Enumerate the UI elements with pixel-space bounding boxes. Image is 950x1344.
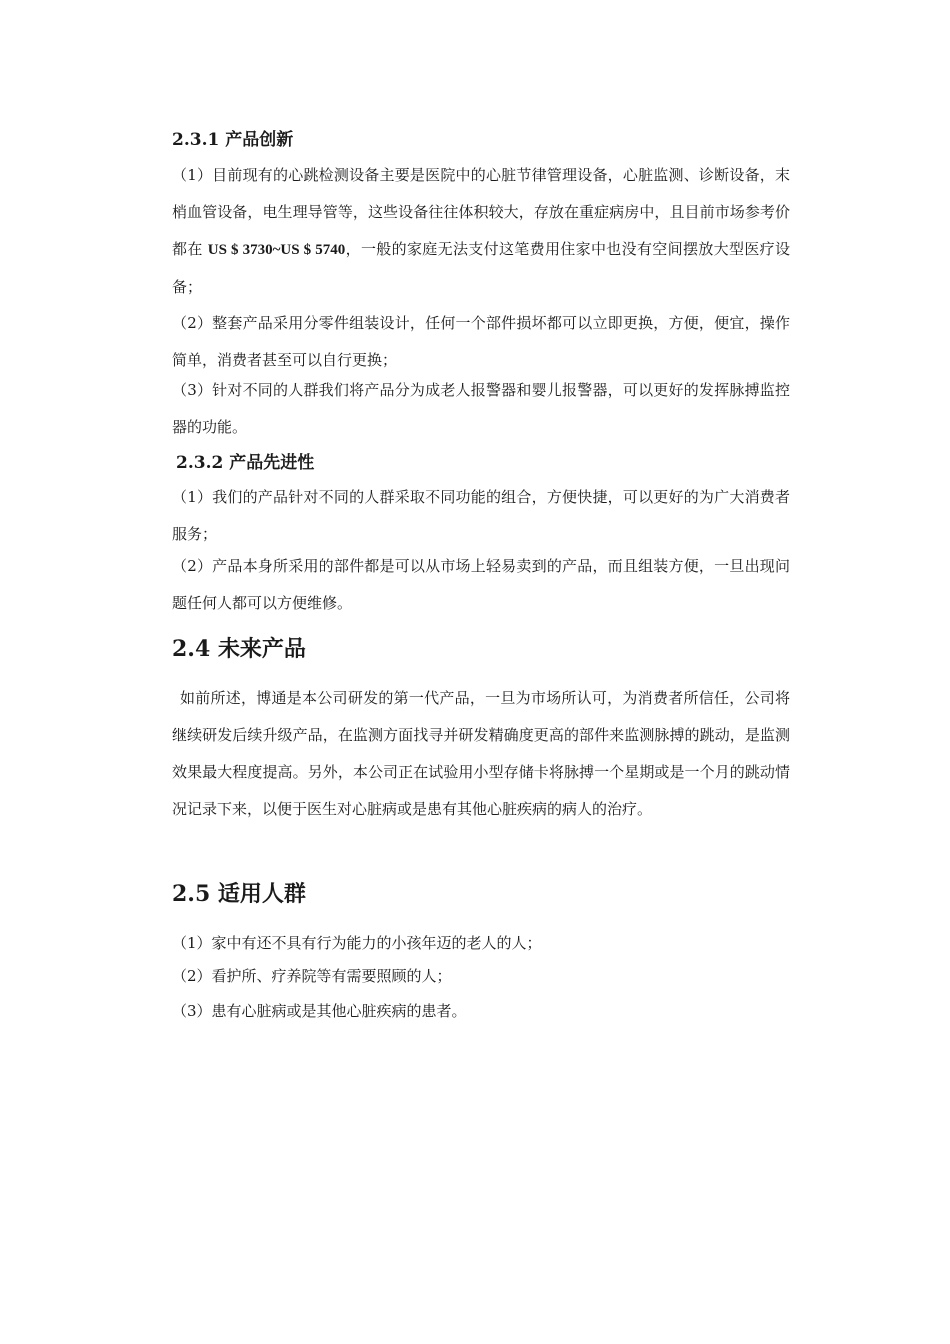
paragraph-text: ，一般的家庭无法支付这笔费用住家中也没有空间摆放大型医疗设备； bbox=[172, 240, 790, 296]
list-item-audience-2: （2）看护所、疗养院等有需要照顾的人； bbox=[172, 967, 452, 985]
heading-2-3-1: 2.3.1 产品创新 bbox=[172, 130, 294, 150]
heading-2-4: 2.4 未来产品 bbox=[172, 636, 306, 662]
heading-2-3-2: 2.3.2 产品先进性 bbox=[176, 453, 315, 473]
paragraph-2-3-2-item-2: （2）产品本身所采用的部件都是可以从市场上轻易卖到的产品，而且组装方便，一旦出现问题任何人都可以方便维修。 bbox=[172, 557, 790, 612]
list-item-audience-1: （1）家中有还不具有行为能力的小孩年迈的老人的人； bbox=[172, 934, 542, 952]
paragraph-2-3-1-item-2: （2）整套产品采用分零件组装设计，任何一个部件损坏都可以立即更换，方便，便宜，操作简单，消费者甚至可以自行更换； bbox=[172, 314, 790, 369]
heading-2-5: 2.5 适用人群 bbox=[172, 881, 306, 907]
price-range: US $ 3730~US $ 5740 bbox=[207, 242, 346, 258]
paragraph-text: （1）目前现有的心跳检测设备主要是医院中的心脏节律管理设备，心脏监测、诊断设备，末梢血管设备，电生理导管等，这些设备往往体积较大，存放在重症病房中，且目前市场参考价都在 bbox=[172, 166, 790, 258]
paragraph-2-4: 如前所述，博通是本公司研发的第一代产品，一旦为市场所认可，为消费者所信任，公司将继续研发后续升级产品，在监测方面找寻并研发精确度更高的部件来监测脉搏的跳动，是监测效果最大程度提高。另外，本公司正在试验用小型存储卡将脉搏一个星期或是一个月的跳动情况记录下来，以便于医生对心脏病或是患有其他心脏疾病的病人的治疗。 bbox=[172, 689, 790, 818]
paragraph-2-3-1-item-1 bbox=[172, 157, 790, 306]
list-item-audience-3: （3）患有心脏病或是其他心脏疾病的患者。 bbox=[172, 1002, 467, 1020]
paragraph-2-3-1-item-3: （3）针对不同的人群我们将产品分为成老人报警器和婴儿报警器，可以更好的发挥脉搏监控器的功能。 bbox=[172, 381, 790, 436]
paragraph-2-3-2-item-1: （1）我们的产品针对不同的人群采取不同功能的组合，方便快捷，可以更好的为广大消费者服务； bbox=[172, 488, 790, 543]
